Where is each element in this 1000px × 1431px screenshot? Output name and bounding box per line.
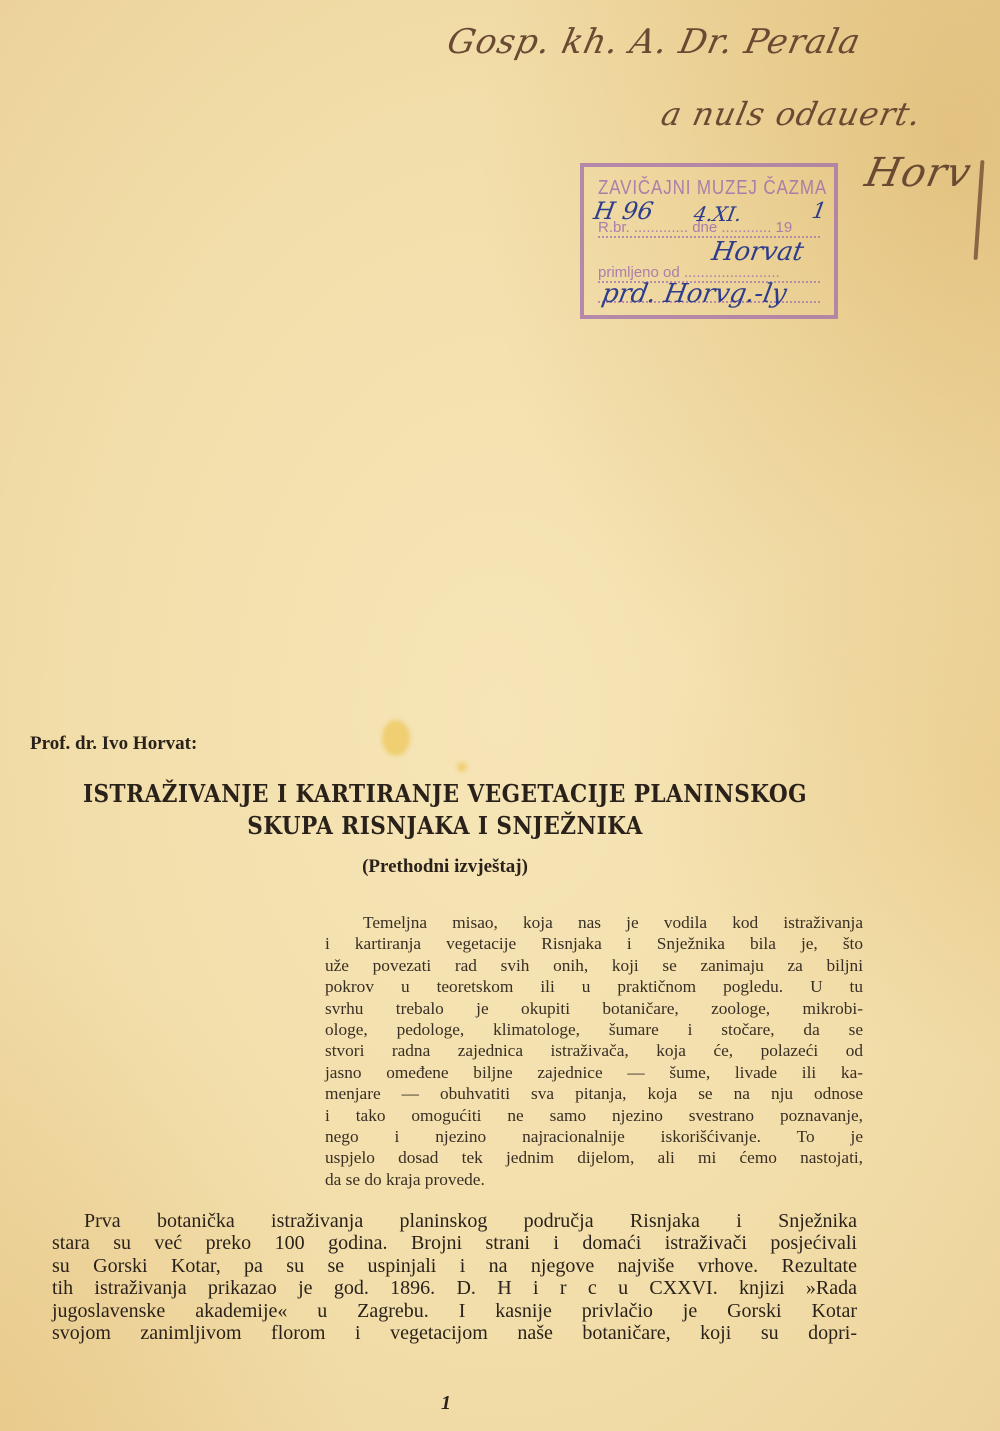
handwritten-dedication-line2: a nuls odauert. — [657, 95, 926, 133]
abstract-line: da se do kraja provede. — [325, 1169, 485, 1189]
abstract-line: nego i njezino najracionalnije iskorišćivanje. To je — [325, 1127, 863, 1147]
article-subtitle: (Prethodni izvještaj) — [362, 856, 528, 877]
body-line: stara su već preko 100 godina. Brojni strani i domaći istraživači posjećivali — [52, 1232, 857, 1255]
stamp-row-received-from: primljeno od ....................... — [598, 264, 820, 283]
body-line: su Gorski Kotar, pa su se uspinjali i na njegove najviše vrhove. Rezultate — [52, 1254, 857, 1277]
title-line-2: SKUPA RISNJAKA I SNJEŽNIKA — [247, 811, 643, 840]
stamp-inventory-number: H 96 — [591, 197, 656, 225]
stamp-date: 4.XI. — [691, 202, 744, 226]
body-paragraph — [52, 1210, 857, 1344]
yellow-stain — [457, 762, 467, 772]
handwritten-dedication-line1: Gosp. kh. A. Dr. Perala — [443, 22, 865, 62]
page-number: 1 — [441, 1392, 451, 1414]
article-title — [72, 778, 819, 842]
signature-stroke — [974, 160, 985, 260]
abstract-line: pokrov u teoretskom ili u praktičnom pogledu. U tu — [325, 977, 863, 997]
abstract-line: i kartiranja vegetacije Risnjaka i Snježnika bila je, što — [325, 934, 863, 954]
stamp-year-digit: 1 — [809, 199, 829, 224]
abstract-line: stvori radna zajednica istraživača, koja će, polazeći od — [325, 1041, 863, 1061]
museum-stamp — [580, 163, 838, 319]
abstract-line: uže povezati rad svih onih, koji se zanimaju za biljni — [325, 955, 863, 975]
abstract-line: menjare — obuhvatiti sva pitanja, koja se na nju odnose — [325, 1084, 863, 1104]
body-line: Prva botanička istraživanja planinskog područja Risnjaka i Snježnika — [84, 1210, 857, 1232]
abstract-line: i tako omogućiti ne samo njezino svestrano poznavanje, — [325, 1105, 863, 1125]
author-line: Prof. dr. Ivo Horvat: — [30, 733, 198, 754]
stamp-note: prd. Horvg.-ly — [599, 279, 790, 309]
body-line: svojom zanimljivom florom i vegetacijom naše botaničare, koji su dopri- — [52, 1322, 857, 1345]
abstract-paragraph — [325, 912, 863, 1190]
yellow-stain — [382, 720, 410, 756]
abstract-line: jasno omeđene biljne zajednice — šume, livade ili ka- — [325, 1062, 863, 1082]
stamp-title: ZAVIČAJNI MUZEJ ČAZMA — [598, 177, 828, 199]
body-line: tih istraživanja prikazao je god. 1896. D. H i r c u CXXVI. knjizi »Rada — [52, 1277, 857, 1300]
title-line-1: ISTRAŽIVANJE I KARTIRANJE VEGETACIJE PLANINSKOG — [82, 779, 808, 808]
stamp-row-number-date: R.br. ............. dne ............ 19 — [598, 219, 820, 238]
handwritten-signature: Horv — [861, 150, 976, 196]
stamp-donor: Horvat — [709, 237, 807, 267]
abstract-line: ologe, pedologe, klimatologe, šumare i stočare, da se — [325, 1020, 863, 1040]
abstract-line: uspjelo dosad tek jednim dijelom, ali mi ćemo nastojati, — [325, 1148, 863, 1168]
body-line: jugoslavenske akademije« u Zagrebu. I kasnije privlačio je Gorski Kotar — [52, 1299, 857, 1322]
abstract-line: Temeljna misao, koja nas je vodila kod istraživanja — [363, 913, 863, 932]
abstract-line: svrhu trebalo je okupiti botaničare, zoologe, mikrobi- — [325, 998, 863, 1018]
